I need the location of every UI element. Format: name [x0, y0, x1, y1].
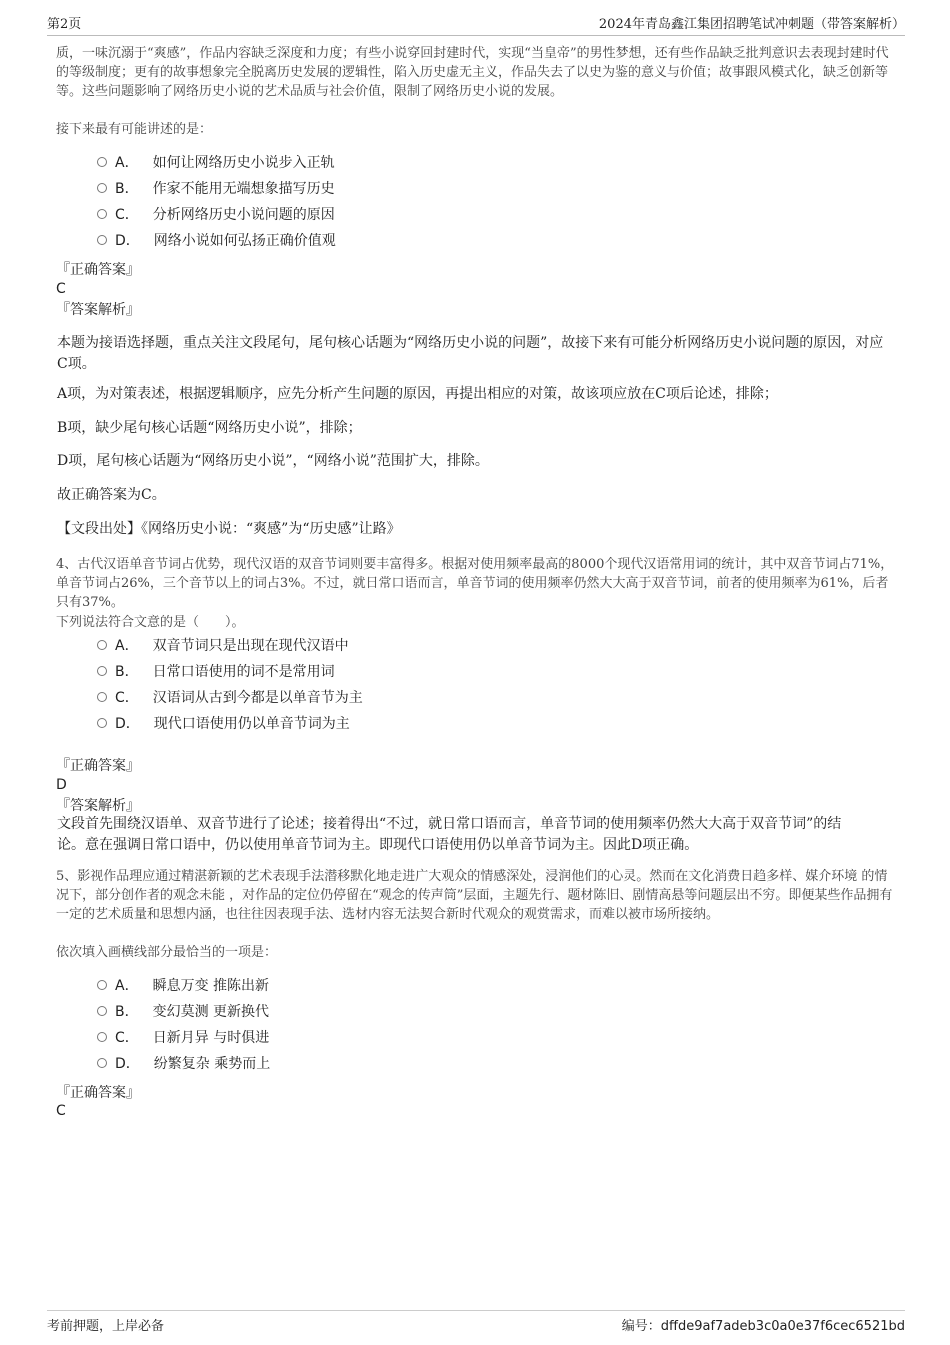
q4-option-c[interactable]: C． 汉语词从古到今都是以单音节为主 [97, 688, 363, 708]
q5-option-d[interactable]: D． 纷繁复杂 乘势而上 [97, 1054, 270, 1074]
radio-icon[interactable] [97, 666, 107, 676]
q4-analysis: 文段首先围绕汉语单、双音节进行了论述；接着得出“不过，就日常口语而言，单音节词的使用频率仍然大大高于双音节词”的结论。意在强调日常口语中，仍以使用单音节词为主。即现代口语使用仍以单音节词为主。因此D项正确。 [57, 816, 842, 853]
radio-icon[interactable] [97, 718, 107, 728]
q3-prompt: 接下来最有可能讲述的是： [56, 122, 213, 137]
q3-analysis-5: 故正确答案为C。 [57, 487, 166, 503]
radio-icon[interactable] [97, 209, 107, 219]
footer-slogan: 考前押题，上岸必备 [47, 1319, 165, 1334]
radio-icon[interactable] [97, 1032, 107, 1042]
q3-answer-label: 『正确答案』 [56, 262, 140, 278]
q4-prompt: 下列说法符合文意的是（ ）。 [56, 615, 245, 630]
page-header [47, 13, 905, 36]
q5-answer-label: 『正确答案』 [56, 1085, 140, 1101]
q3-option-d[interactable]: D． 网络小说如何弘扬正确价值观 [97, 231, 336, 251]
q4-option-d[interactable]: D． 现代口语使用仍以单音节词为主 [97, 714, 350, 734]
q4-passage: 4、古代汉语单音节词占优势，现代汉语的双音节词则要丰富得多。根据对使用频率最高的8000个现代汉语常用词的统计，其中双音节词占71%，单音节词占26%，三个音节以上的词占3%。不过，就日常口语而言，单音节词的使用频率仍然大大高于双音节词，前者的使用频率为61%，后者只有37%。 [56, 557, 894, 610]
q5-answer: C [56, 1103, 66, 1119]
code-value: dffde9af7adeb3c0a0e37f6cec6521bd [660, 1319, 905, 1334]
q5-option-c[interactable]: C． 日新月异 与时俱进 [97, 1028, 269, 1048]
q5-prompt: 依次填入画横线部分最恰当的一项是： [56, 945, 278, 960]
radio-icon[interactable] [97, 640, 107, 650]
q4-option-b[interactable]: B． 日常口语使用的词不是常用词 [97, 662, 335, 682]
q3-analysis-2: A项，为对策表述，根据逻辑顺序，应先分析产生问题的原因，再提出相应的对策，故该项应放在C项后论述，排除； [57, 386, 778, 402]
radio-icon[interactable] [97, 1006, 107, 1016]
q4-option-a[interactable]: A． 双音节词只是出现在现代汉语中 [97, 636, 349, 656]
q3-analysis-4: D项，尾句核心话题为“网络历史小说”，“网络小说”范围扩大，排除。 [57, 453, 489, 469]
radio-icon[interactable] [97, 157, 107, 167]
q3-source: 【文段出处】《网络历史小说：“爽感”为“历史感”让路》 [57, 521, 401, 537]
q5-option-a[interactable]: A． 瞬息万变 推陈出新 [97, 976, 269, 996]
radio-icon[interactable] [97, 1058, 107, 1068]
radio-icon[interactable] [97, 235, 107, 245]
q3-option-a[interactable]: A． 如何让网络历史小说步入正轨 [97, 153, 335, 173]
page-footer [47, 1310, 905, 1339]
q5-option-b[interactable]: B． 变幻莫测 更新换代 [97, 1002, 269, 1022]
q4-answer-label: 『正确答案』 [56, 758, 140, 774]
code-label: 编号： [621, 1319, 661, 1334]
q3-passage: 质，一味沉溺于“爽感”，作品内容缺乏深度和力度；有些小说穿回封建时代，实现“当皇帝”的男性梦想，还有些作品缺乏批判意识去表现封建时代的等级制度；更有的故事想象完全脱离历史发展的逻辑性，陷入历史虚无主义，作品失去了以史为鉴的意义与价值；故事跟风模式化，缺乏创新等等。这些问题影响了网络历史小说的艺术品质与社会价值，限制了网络历史小说的发展。 [56, 46, 889, 99]
radio-icon[interactable] [97, 692, 107, 702]
q3-option-c[interactable]: C． 分析网络历史小说问题的原因 [97, 205, 335, 225]
radio-icon[interactable] [97, 980, 107, 990]
q5-passage: 5、影视作品理应通过精湛新颖的艺术表现手法潜移默化地走进广大观众的情感深处，浸润他们的心灵。然而在文化消费日趋多样、媒介环境 的情况下，部分创作者的观念未能 ，对作品的定位仍停留在“观念的传声筒”层面，主题先行、题材陈旧、剧情高悬等问题层出不穷。即便某些作品拥有一定的艺术质量和思想内涵，也往往因表现手法、选材内容无法契合新时代观众的观赏需求，而难以被市场所接纳。 [56, 869, 893, 922]
q3-answer: C [56, 281, 66, 297]
q4-analysis-label: 『答案解析』 [56, 798, 140, 814]
document-title: 2024年青岛鑫江集团招聘笔试冲刺题（带答案解析） [598, 17, 905, 32]
q3-analysis-3: B项，缺少尾句核心话题“网络历史小说”，排除； [57, 420, 362, 436]
radio-icon[interactable] [97, 183, 107, 193]
q4-answer: D [56, 777, 67, 793]
q3-option-b[interactable]: B． 作家不能用无端想象描写历史 [97, 179, 335, 199]
q3-analysis-1: 本题为接语选择题，重点关注文段尾句，尾句核心话题为“网络历史小说的问题”，故接下来有可能分析网络历史小说问题的原因，对应C项。 [57, 335, 884, 372]
document-code [622, 1315, 905, 1334]
page-number: 第2页 [47, 17, 82, 32]
q3-analysis-label: 『答案解析』 [56, 302, 140, 318]
